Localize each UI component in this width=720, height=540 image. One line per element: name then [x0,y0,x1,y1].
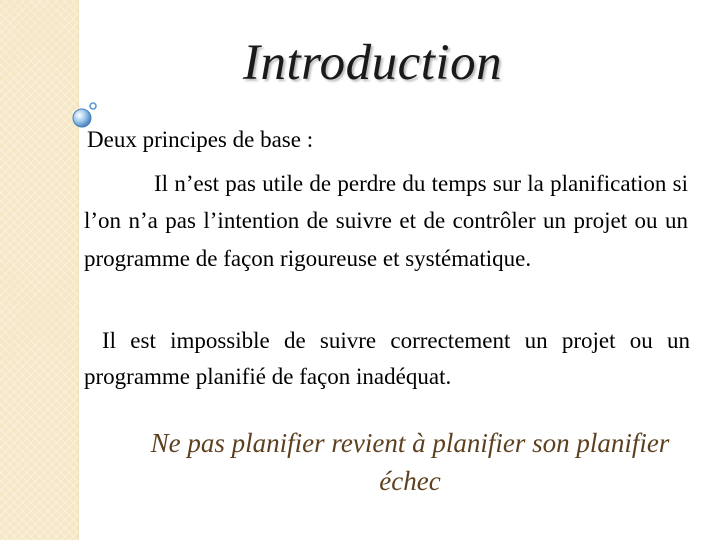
conclusion-quote: Ne pas planifier revient à planifier son planifier échec [150,428,670,496]
principle-paragraph-2: Il est impossible de suivre correctement un projet ou un programme planifié de façon inadéquat. [84,328,690,389]
decorative-side-band [0,0,79,540]
slide-title: Introduction [243,35,503,91]
intro-text: Deux principes de base : [87,127,314,152]
principle-paragraph-1: Il n’est pas utile de perdre du temps sur la planification si l’on n’a pas l’intention de suivre et de contrôler un projet ou un programme de façon rigoureuse et systématique. [84,171,688,271]
